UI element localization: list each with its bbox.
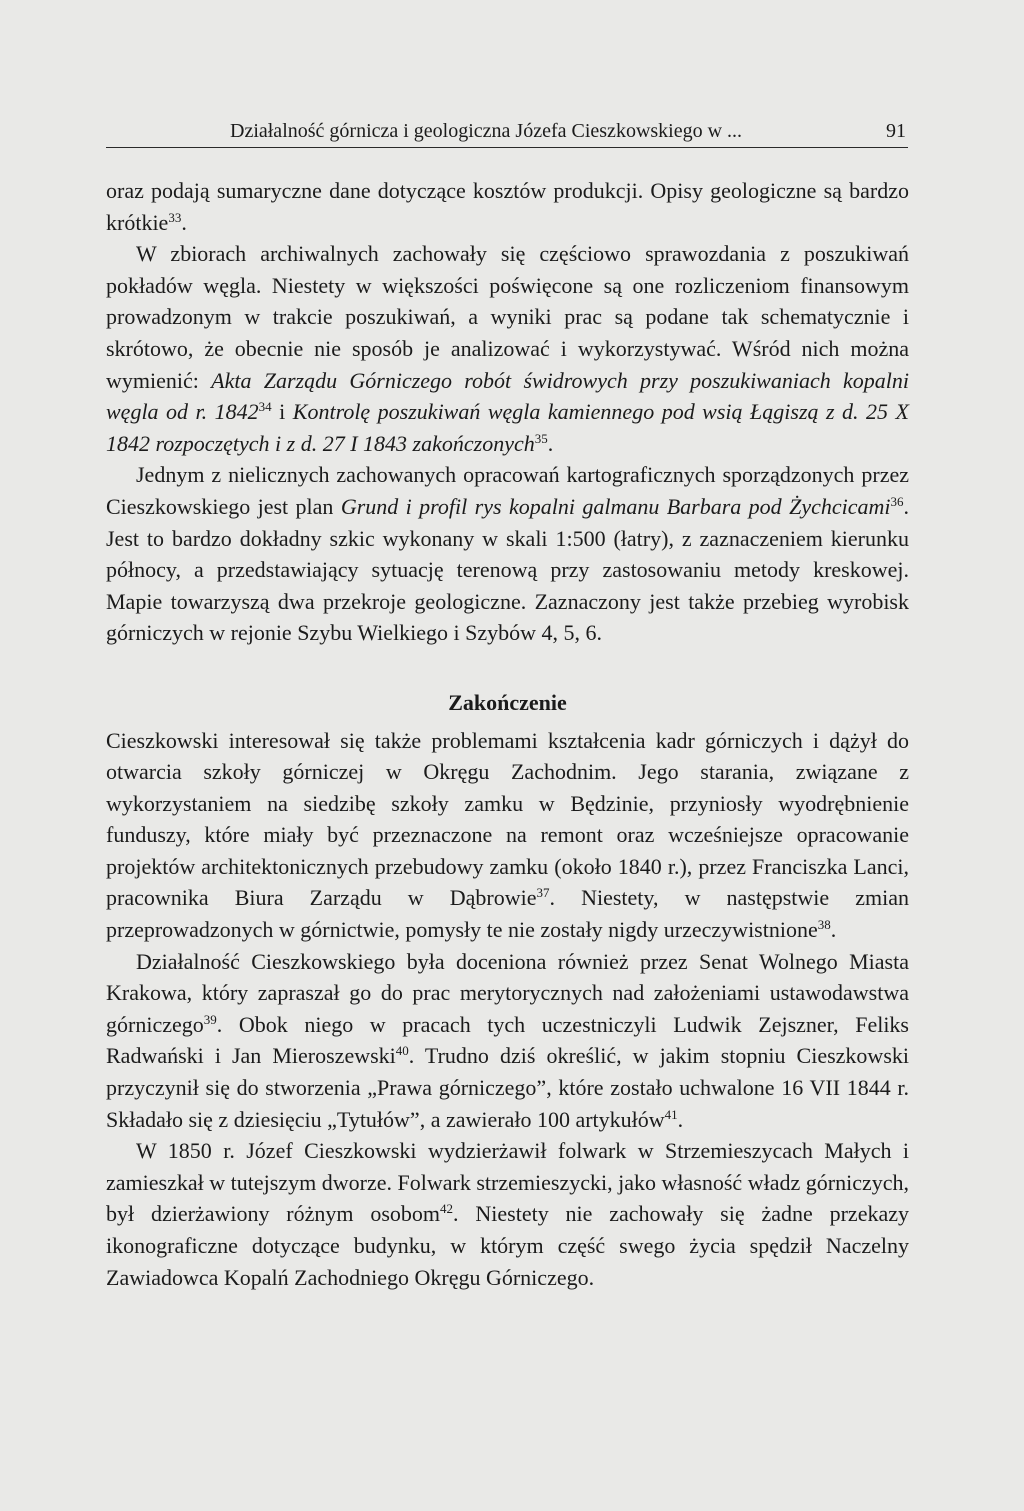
section-heading: Zakończenie	[448, 689, 567, 715]
text-run: .	[547, 430, 554, 456]
paragraph-5	[106, 946, 909, 1136]
text-run: .	[181, 209, 187, 235]
running-title: Działalność górnicza i geologiczna Józefa Cieszkowskiego w ...	[230, 120, 743, 142]
footnote-ref-42: 42	[440, 1201, 454, 1217]
text-run: W 1850 r. Józef Cieszkowski wydzierżawił folwark w Strzemieszycach Małych i zamieszkał w tutejszym dworze. Folwark strzemieszycki, jako własność władz górniczych, był dzierżawiony różnym osobom	[106, 1138, 909, 1227]
text-run: Jednym z nielicznych zachowanych opracowań kartograficznych sporządzonych przez Cieszkowskiego jest plan	[106, 462, 909, 519]
running-head	[106, 117, 908, 148]
text-run: .	[830, 917, 837, 943]
text-run: . Niestety nie zachowały się żadne przekazy ikonograficzne dotyczące budynku, w którym część swego życia spędził Naczelny Zawiadowca Kopalń Zachodniego Okręgu Górniczego.	[106, 1201, 909, 1290]
text-run: Cieszkowski interesował się także problemami kształcenia kadr górniczych i dążył do otwarcia szkoły górniczej w Okręgu Zachodnim. Jego starania, związane z wykorzystaniem na siedzibę szkoły zamku w Będzinie, przyniosły wyodrębnienie funduszy, które miały być przeznaczone na remont oraz wcześniejsze opracowanie projektów architektonicznych przebudowy zamku (około 1840 r.), przez Franciszka Lanci, pracownika Biura Zarządu w Dąbrowie	[106, 727, 909, 911]
paragraph-1	[106, 175, 909, 238]
footnote-ref-34: 34	[258, 399, 272, 415]
text-run: oraz podają sumaryczne dane dotyczące kosztów produkcji. Opisy geologiczne są bardzo krótkie	[106, 178, 909, 235]
paragraph-4	[106, 725, 909, 946]
text-run: i	[271, 399, 293, 425]
paragraph-3	[106, 459, 909, 649]
footnote-ref-37: 37	[536, 885, 550, 901]
paragraph-6	[106, 1135, 909, 1293]
text-run: . Obok niego w pracach tych uczestniczyli Ludwik Zejszner, Feliks Radwański i Jan Mieroszewski	[106, 1011, 909, 1069]
paragraph-2	[106, 238, 909, 459]
text-run: . Trudno dziś określić, w jakim stopniu Cieszkowski przyczynił się do stworzenia „Prawa górniczego”, które zostało uchwalone 16 VII 1844 r. Składało się z dziesięciu „Tytułów”, a zawierało 100 artykułów	[106, 1043, 909, 1132]
italic-title: Akta Zarządu Górniczego robót świdrowych przy poszukiwaniach kopalni węgla od r. 1842	[106, 367, 909, 425]
footnote-ref-36: 36	[890, 493, 904, 509]
footnote-ref-35: 35	[534, 430, 548, 446]
footnote-ref-38: 38	[817, 917, 831, 933]
body-text	[106, 175, 909, 1293]
text-run: W zbiorach archiwalnych zachowały się częściowo sprawozdania z poszukiwań pokładów węgla. Niestety w większości poświęcone są one rozliczeniom finansowym prowadzonym w trakcie poszukiwań, a wyniki prac są podane tak schematycznie i skrótowo, że obecnie nie sposób je analizować i wykorzystywać. Wśród nich można wymienić:	[106, 241, 909, 393]
page-number: 91	[886, 120, 906, 142]
text-run: . Jest to bardzo dokładny szkic wykonany w skali 1:500 (łatry), z zaznaczeniem kierunku północy, a przedstawiający sytuację terenową przy zastosowaniu metody kreskowej. Mapie towarzyszą dwa przekroje geologiczne. Zaznaczony jest także przebieg wyrobisk górniczych w rejonie Szybu Wielkiego i Szybów 4, 5, 6.	[106, 493, 909, 646]
footnote-ref-39: 39	[203, 1011, 217, 1027]
text-run: . Niestety, w następstwie zmian przeprowadzonych w górnictwie, pomysły te nie zostały nigdy urzeczywistnione	[106, 885, 910, 943]
text-run: .	[677, 1106, 684, 1132]
italic-title: Grund i profil rys kopalni galmanu Barbara pod Żychcicami	[340, 493, 891, 519]
footnote-ref-40: 40	[395, 1043, 409, 1059]
footnote-ref-33: 33	[168, 209, 182, 225]
text-run: Działalność Cieszkowskiego była doceniona również przez Senat Wolnego Miasta Krakowa, który zapraszał go do prac merytorycznych nad założeniami ustawodawstwa górniczego	[106, 948, 909, 1037]
footnote-ref-41: 41	[664, 1106, 678, 1122]
italic-title: Kontrolę poszukiwań węgla kamiennego pod wsią Łągiszą z d. 25 X 1842 rozpoczętych i z d. 27 I 1843 zakończonych	[106, 399, 909, 456]
